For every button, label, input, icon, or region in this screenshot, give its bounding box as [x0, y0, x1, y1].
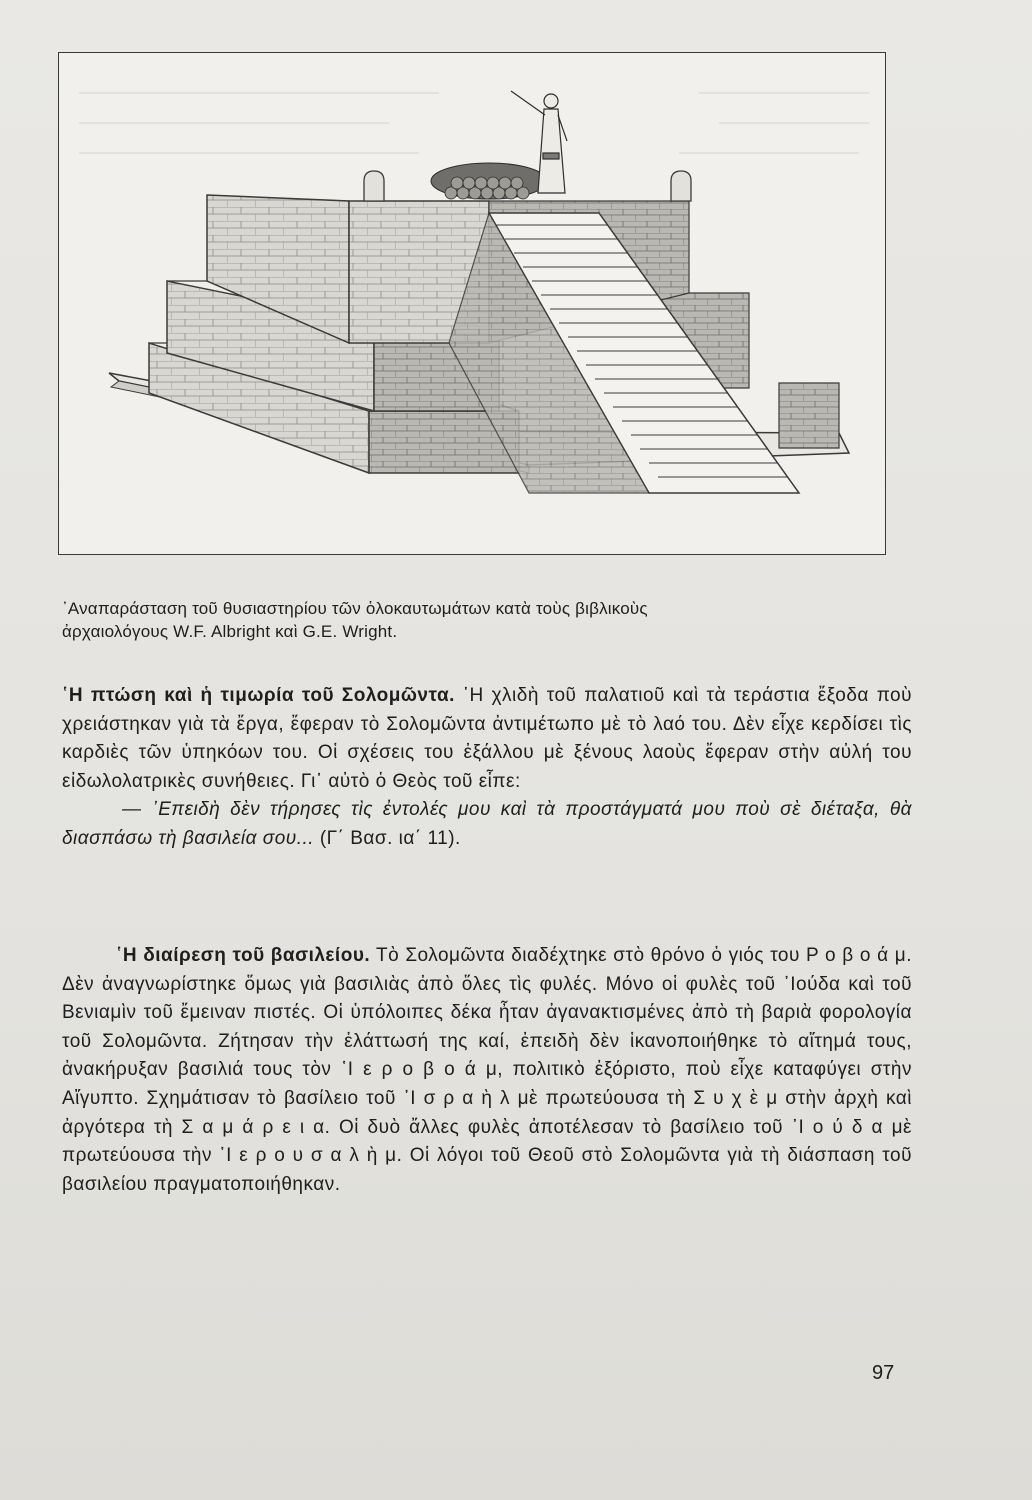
section-paragraph: Τὸ Σολομῶντα διαδέχτηκε στὸ θρόνο ὁ γιός του Ρ ο β ο ά μ. Δὲν ἀναγνωρίστηκε ὅμως γιὰ βασιλιὰς ἀπὸ ὅλες τὶς φυλές. Μόνο οἱ φυλὲς τοῦ ᾿Ιούδα καὶ τοῦ Βενιαμὶν τοῦ ἔμειναν πιστές. Οἱ ὑπόλοιπες δέκα ἦταν ἀγανακτισμένες ἀπὸ τὴ βαριὰ φορολογία τοῦ Σολομῶντα. Ζήτησαν τὴν ἐλάττωσή της καί, ἐπειδὴ δὲν ἱκανοποιήθηκε τὸ αἴτημά τους, ἀνακήρυξαν βασιλιά τους τὸν ῾Ι ε ρ ο β ο ά μ, πολιτικὸ ἐξόριστο, ποὺ εἶχε καταφύγει στὴν Αἴγυπτο. Σχημάτισαν τὸ βασίλειο τοῦ ᾿Ι σ ρ α ὴ λ μὲ πρωτεύουσα τὴ Σ υ χ ὲ μ στὴν ἀρχὴ καὶ ἀργότερα τὴ Σ α μ ά ρ ε ι α. Οἱ δυὸ ἄλλες φυλὲς ἀποτέλεσαν τὸ βασίλειο τοῦ ᾿Ι ο ύ δ α μὲ πρωτεύουσα τὴν ῾Ι ε ρ ο υ σ α λ ὴ μ. Οἱ λόγοι τοῦ Θεοῦ στὸ Σολομῶντα γιὰ τὴ διάσπαση τοῦ βασιλείου πραγματοποιήθηκαν.	[62, 945, 912, 1195]
section-heading: ῾Η πτώση καὶ ἡ τιμωρία τοῦ Σολομῶντα.	[62, 685, 455, 706]
caption-line-2: ἀρχαιολόγους W.F. Albright καὶ G.E. Wright.	[62, 622, 398, 641]
altar-drawing	[59, 53, 885, 554]
section-paragraph: ῾Η χλιδὴ τοῦ παλατιοῦ καὶ τὰ τεράστια ἔξοδα ποὺ χρειάστηκαν γιὰ τὰ ἔργα, ἔφεραν τὸ Σολομῶντα ἀντιμέτωπο μὲ τὸ λαό του. Δὲν εἶχε κερδίσει τὶς καρδιὲς τῶν ὑπηκόων του. Οἱ σχέσεις του ἐξάλλου μὲ ξένους λαοὺς ἔφεραν στὴν αὐλή του εἰδωλολατρικὲς συνήθειες. Γι᾿ αὐτὸ ὁ Θεὸς τοῦ εἶπε:	[62, 685, 913, 792]
section-heading: ῾Η διαίρεση τοῦ βασιλείου.	[116, 945, 371, 966]
scripture-quote: — ᾿Επειδὴ δὲν τήρησες τὶς ἐντολές μου καὶ τὰ προστάγματά μου ποὺ σὲ διέταξα, θὰ διασπάσω τὴ βασιλεία σου...	[62, 799, 912, 849]
section-fall-of-solomon	[62, 682, 912, 854]
page-number: 97	[872, 1362, 895, 1384]
figure-caption	[62, 597, 912, 643]
altar-illustration	[58, 52, 886, 555]
caption-line-1: ᾿Αναπαράσταση τοῦ θυσιαστηρίου τῶν ὁλοκαυτωμάτων κατὰ τοὺς βιβλικοὺς	[62, 599, 648, 618]
section-division-of-kingdom	[62, 942, 912, 1199]
scripture-reference: (Γ΄ Βασ. ια΄ 11).	[314, 827, 461, 849]
